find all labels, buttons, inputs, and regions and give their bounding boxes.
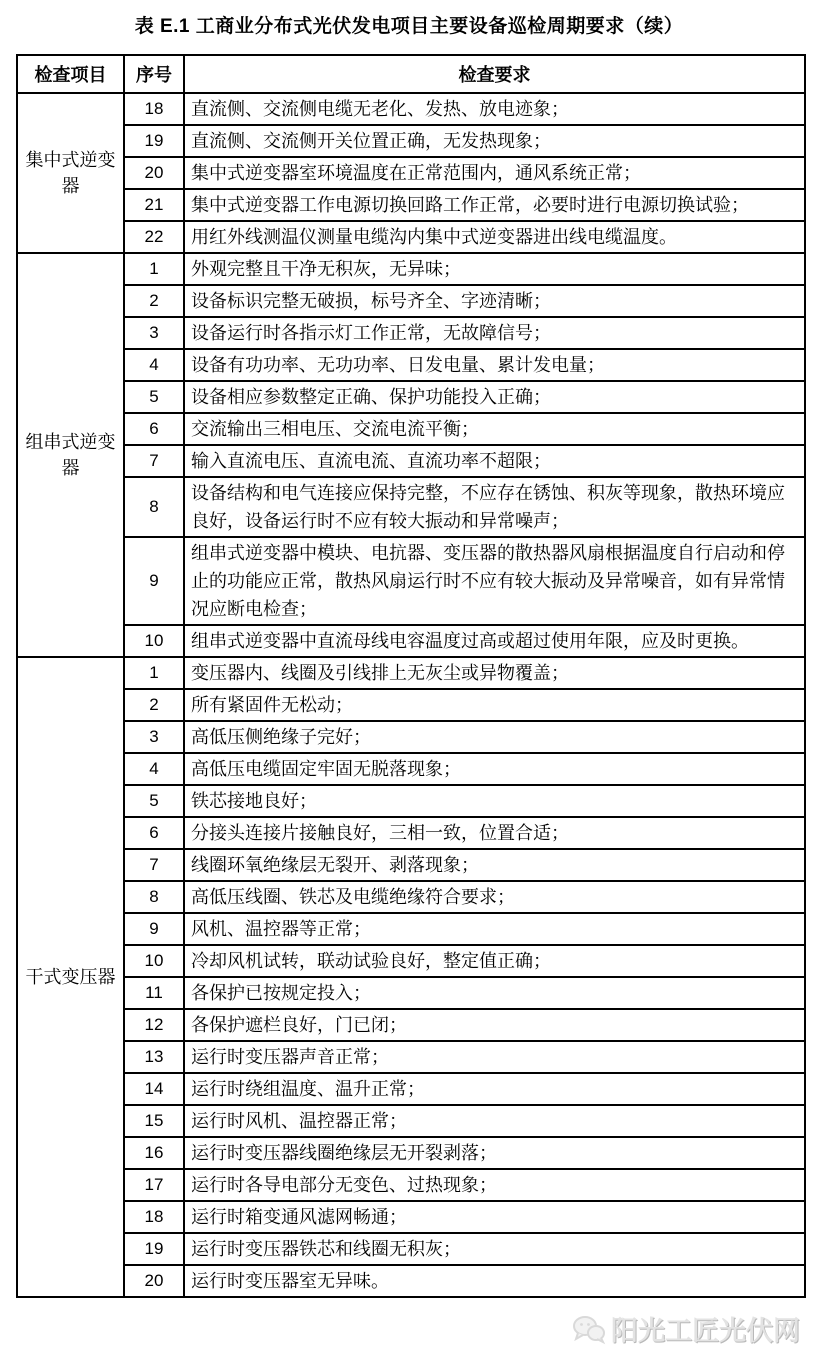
table-row [17,253,805,285]
table-row [17,317,805,349]
row-number-cell: 7 [124,849,184,881]
row-requirement-cell: 运行时变压器线圈绝缘层无开裂剥落； [184,1137,805,1169]
table-row [17,1137,805,1169]
row-requirement-cell: 设备标识完整无破损，标号齐全、字迹清晰； [184,285,805,317]
watermark [571,1309,800,1348]
row-number-cell: 18 [124,1201,184,1233]
table-row [17,349,805,381]
row-number-cell: 9 [124,537,184,625]
table-row [17,93,805,125]
inspection-table [16,54,806,1298]
row-number-cell: 2 [124,689,184,721]
row-number-cell: 14 [124,1073,184,1105]
watermark-text: 阳光工匠光伏网 [611,1316,800,1346]
table-row [17,1009,805,1041]
row-requirement-cell: 所有紧固件无松动； [184,689,805,721]
row-number-cell: 19 [124,1233,184,1265]
table-row [17,1041,805,1073]
row-requirement-cell: 运行时绕组温度、温升正常； [184,1073,805,1105]
row-number-cell: 17 [124,1169,184,1201]
table-row [17,445,805,477]
row-requirement-cell: 各保护已按规定投入； [184,977,805,1009]
row-requirement-cell: 运行时变压器室无异味。 [184,1265,805,1297]
row-number-cell: 4 [124,349,184,381]
row-number-cell: 22 [124,221,184,253]
section-item-cell: 组串式逆变器 [17,253,124,657]
table-row [17,381,805,413]
row-requirement-cell: 用红外线测温仪测量电缆沟内集中式逆变器进出线电缆温度。 [184,221,805,253]
row-number-cell: 19 [124,125,184,157]
table-row [17,753,805,785]
row-number-cell: 21 [124,189,184,221]
row-requirement-cell: 运行时箱变通风滤网畅通； [184,1201,805,1233]
table-row [17,945,805,977]
row-number-cell: 1 [124,657,184,689]
table-row [17,913,805,945]
row-number-cell: 16 [124,1137,184,1169]
row-number-cell: 10 [124,945,184,977]
table-row [17,1233,805,1265]
row-number-cell: 5 [124,785,184,817]
row-requirement-cell: 各保护遮栏良好，门已闭； [184,1009,805,1041]
table-row [17,477,805,537]
row-number-cell: 20 [124,157,184,189]
row-number-cell: 7 [124,445,184,477]
row-number-cell: 9 [124,913,184,945]
table-row [17,1201,805,1233]
table-row [17,125,805,157]
table-row [17,849,805,881]
row-number-cell: 6 [124,413,184,445]
row-number-cell: 18 [124,93,184,125]
table-row [17,1169,805,1201]
row-number-cell: 20 [124,1265,184,1297]
table-row [17,1265,805,1297]
row-requirement-cell: 运行时变压器铁芯和线圈无积灰； [184,1233,805,1265]
row-number-cell: 8 [124,477,184,537]
table-row [17,881,805,913]
table-row [17,721,805,753]
row-number-cell: 12 [124,1009,184,1041]
row-requirement-cell: 运行时变压器声音正常； [184,1041,805,1073]
col-header-no: 序号 [124,55,184,93]
row-requirement-cell: 运行时各导电部分无变色、过热现象； [184,1169,805,1201]
table-row [17,977,805,1009]
table-row [17,285,805,317]
row-requirement-cell: 直流侧、交流侧开关位置正确，无发热现象； [184,125,805,157]
table-row [17,157,805,189]
row-requirement-cell: 设备结构和电气连接应保持完整，不应存在锈蚀、积灰等现象，散热环境应良好，设备运行时不应有较大振动和异常噪声； [184,477,805,537]
table-row [17,1073,805,1105]
table-row [17,625,805,657]
table-row [17,189,805,221]
table-row [17,221,805,253]
col-header-item: 检查项目 [17,55,124,93]
table-row [17,817,805,849]
row-number-cell: 2 [124,285,184,317]
table-row [17,657,805,689]
table-row [17,689,805,721]
row-requirement-cell: 直流侧、交流侧电缆无老化、发热、放电迹象； [184,93,805,125]
row-number-cell: 11 [124,977,184,1009]
row-requirement-cell: 铁芯接地良好； [184,785,805,817]
row-requirement-cell: 冷却风机试转，联动试验良好，整定值正确； [184,945,805,977]
section-item-cell: 干式变压器 [17,657,124,1297]
row-number-cell: 3 [124,317,184,349]
row-requirement-cell: 高低压电缆固定牢固无脱落现象； [184,753,805,785]
col-header-requirement: 检查要求 [184,55,805,93]
row-requirement-cell: 输入直流电压、直流电流、直流功率不超限； [184,445,805,477]
row-number-cell: 4 [124,753,184,785]
row-requirement-cell: 设备运行时各指示灯工作正常，无故障信号； [184,317,805,349]
row-requirement-cell: 分接头连接片接触良好，三相一致，位置合适； [184,817,805,849]
section-item-cell: 集中式逆变器 [17,93,124,253]
row-requirement-cell: 高低压线圈、铁芯及电缆绝缘符合要求； [184,881,805,913]
row-number-cell: 3 [124,721,184,753]
wechat-logo-icon [571,1313,607,1345]
row-number-cell: 15 [124,1105,184,1137]
row-requirement-cell: 高低压侧绝缘子完好； [184,721,805,753]
row-requirement-cell: 组串式逆变器中直流母线电容温度过高或超过使用年限，应及时更换。 [184,625,805,657]
row-requirement-cell: 组串式逆变器中模块、电抗器、变压器的散热器风扇根据温度自行启动和停止的功能应正常，散热风扇运行时不应有较大振动及异常噪音，如有异常情况应断电检查； [184,537,805,625]
row-requirement-cell: 交流输出三相电压、交流电流平衡； [184,413,805,445]
row-requirement-cell: 设备有功功率、无功功率、日发电量、累计发电量； [184,349,805,381]
row-number-cell: 8 [124,881,184,913]
row-requirement-cell: 设备相应参数整定正确、保护功能投入正确； [184,381,805,413]
row-requirement-cell: 集中式逆变器室环境温度在正常范围内，通风系统正常； [184,157,805,189]
table-row [17,785,805,817]
page-title: 表 E.1 工商业分布式光伏发电项目主要设备巡检周期要求（续） [134,16,684,37]
row-requirement-cell: 运行时风机、温控器正常； [184,1105,805,1137]
row-number-cell: 5 [124,381,184,413]
table-row [17,1105,805,1137]
row-requirement-cell: 线圈环氧绝缘层无裂开、剥落现象； [184,849,805,881]
row-requirement-cell: 外观完整且干净无积灰，无异味； [184,253,805,285]
row-requirement-cell: 集中式逆变器工作电源切换回路工作正常，必要时进行电源切换试验； [184,189,805,221]
table-row [17,413,805,445]
table-row [17,537,805,625]
row-requirement-cell: 风机、温控器等正常； [184,913,805,945]
row-requirement-cell: 变压器内、线圈及引线排上无灰尘或异物覆盖； [184,657,805,689]
row-number-cell: 10 [124,625,184,657]
header-row [17,55,805,93]
row-number-cell: 6 [124,817,184,849]
row-number-cell: 1 [124,253,184,285]
row-number-cell: 13 [124,1041,184,1073]
